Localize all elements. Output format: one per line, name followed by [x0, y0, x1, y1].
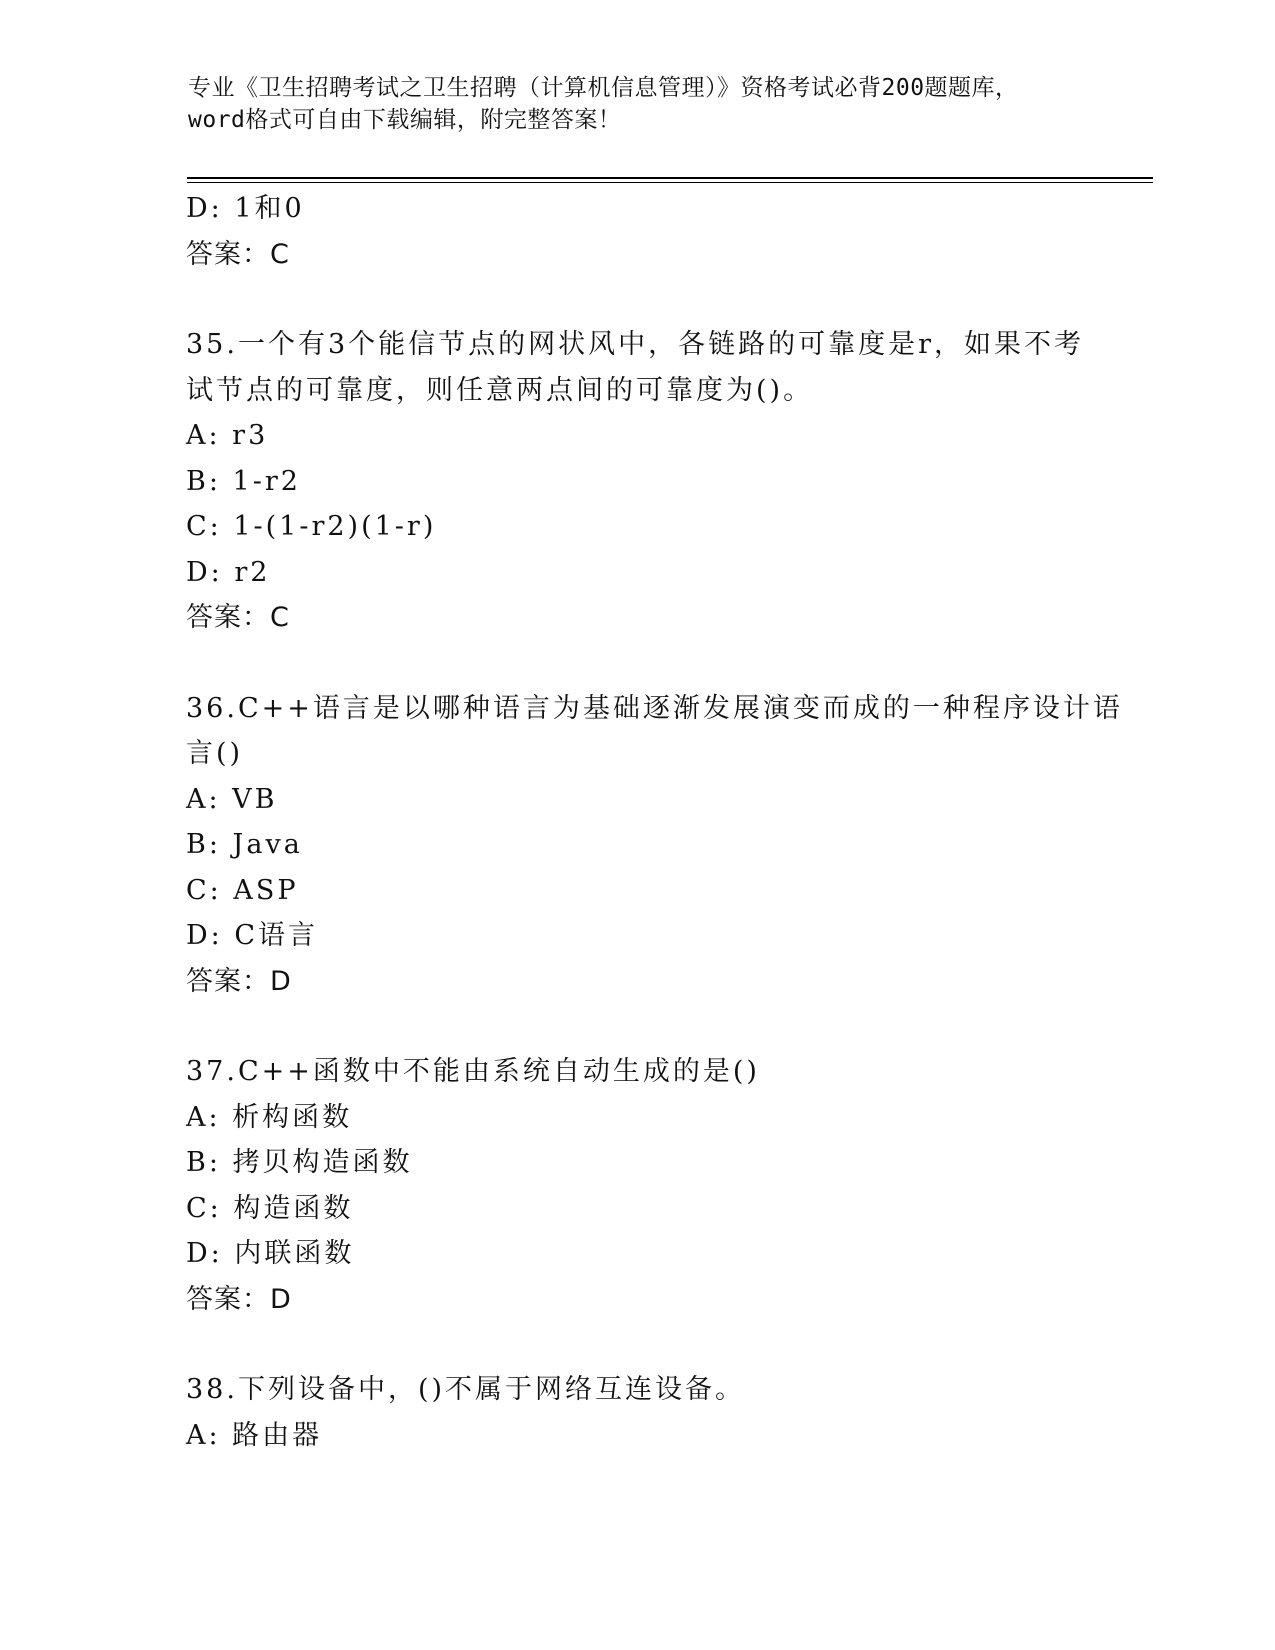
question-stem-line: 37.C++函数中不能由系统自动生成的是() — [186, 1056, 760, 1087]
question-stem-line: 言() — [186, 738, 244, 769]
question-stem-line: 36.C++语言是以哪种语言为基础逐渐发展演变而成的一种程序设计语 — [186, 692, 1123, 724]
answer-line: 答案：C — [186, 602, 290, 633]
question-block-34-tail — [186, 186, 1086, 277]
question-block-38 — [186, 1367, 1086, 1458]
answer-line: 答案：D — [186, 1283, 292, 1315]
option-a: A: 析构函数 — [186, 1101, 353, 1133]
header-line-2: word格式可自由下载编辑，附完整答案！ — [188, 107, 622, 133]
question-block-35 — [186, 322, 1086, 641]
answer-line: 答案：C — [186, 238, 290, 270]
answer-line: 答案：D — [186, 965, 292, 997]
header-line-1: 专业《卫生招聘考试之卫生招聘（计算机信息管理）》资格考试必背200题题库， — [188, 75, 1019, 101]
question-block-37 — [186, 1049, 1086, 1322]
option-b: B: 拷贝构造函数 — [186, 1147, 413, 1178]
option-d: D: 1和0 — [186, 193, 305, 224]
option-d: D: r2 — [186, 556, 271, 588]
question-stem-line: 38.下列设备中，()不属于网络互连设备。 — [186, 1374, 746, 1405]
header-divider-thick — [187, 177, 1153, 179]
question-list — [186, 186, 1123, 1458]
option-a: A: 路由器 — [186, 1419, 323, 1451]
option-b: B: Java — [186, 829, 303, 860]
option-b: B: 1-r2 — [186, 465, 301, 497]
option-c: C: ASP — [186, 874, 299, 906]
option-c: C: 构造函数 — [186, 1192, 354, 1224]
option-a: A: VB — [186, 783, 278, 815]
option-c: C: 1-(1-r2)(1-r) — [186, 511, 437, 542]
document-header — [188, 72, 1068, 136]
option-a: A: r3 — [186, 420, 269, 451]
question-stem-line: 试节点的可靠度，则任意两点间的可靠度为()。 — [186, 374, 814, 406]
question-stem-line: 35.一个有3个能信节点的网状风中，各链路的可靠度是r，如果不考 — [186, 329, 1085, 360]
question-block-36 — [186, 686, 1123, 1005]
option-d: D: C语言 — [186, 920, 318, 951]
option-d: D: 内联函数 — [186, 1238, 355, 1269]
header-divider-thin — [187, 182, 1153, 183]
